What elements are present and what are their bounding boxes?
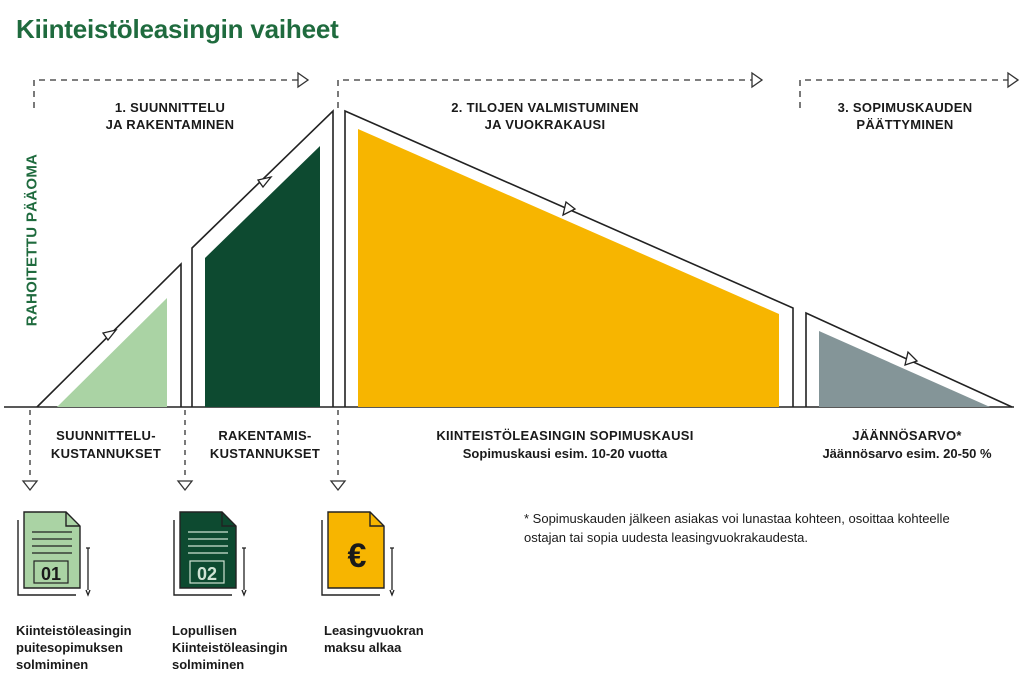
segment-residual	[819, 331, 990, 407]
document-02-number: 02	[196, 564, 218, 584]
segment-planning	[57, 298, 167, 407]
segment-label-residual: JÄÄNNÖSARVO* Jäännösarvo esim. 20-50 %	[822, 428, 992, 461]
euro-symbol: €	[347, 537, 367, 575]
drop-arrowhead-3	[331, 481, 345, 490]
drop-arrowhead-1	[23, 481, 37, 490]
phase-1-arrowhead	[298, 73, 308, 87]
page-title: Kiinteistöleasingin vaiheet	[16, 14, 339, 44]
phase-1-label: 1. SUUNNITTELU JA RAKENTAMINEN	[105, 100, 235, 132]
drop-arrowhead-2	[178, 481, 192, 490]
phase-2-label: 2. TILOJEN VALMISTUMINEN JA VUOKRAKAUSI	[451, 100, 639, 132]
document-03-caption: Leasingvuokran maksu alkaa	[324, 623, 424, 655]
segment-label-lease: KIINTEISTÖLEASINGIN SOPIMUSKAUSI Sopimuskausi esim. 10-20 vuotta	[436, 428, 694, 461]
flow-arrow-2	[258, 177, 271, 187]
phase-2-arrowhead	[752, 73, 762, 87]
footnote: * Sopimuskauden jälkeen asiakas voi lunastaa kohteen, osoittaa kohteelle ostajan tai sopia uudesta leasingvuokrakaudesta.	[524, 511, 950, 545]
document-01-caption: Kiinteistöleasingin puitesopimuksen solmiminen	[16, 623, 132, 672]
axis-label: RAHOITETTU PÄÄOMA	[23, 153, 41, 327]
segment-label-planning: SUUNNITTELU- KUSTANNUKSET	[50, 428, 162, 461]
phase-3-arrowhead	[1008, 73, 1018, 87]
document-02-caption: Lopullisen Kiinteistöleasingin solmiminen	[172, 623, 288, 672]
segment-label-construction: RAKENTAMIS- KUSTANNUKSET	[209, 428, 321, 461]
segment-lease	[358, 129, 779, 407]
document-01-number: 01	[40, 564, 62, 584]
flow-arrow-3	[563, 202, 575, 215]
phase-3-label: 3. SOPIMUSKAUDEN PÄÄTTYMINEN	[837, 100, 973, 132]
